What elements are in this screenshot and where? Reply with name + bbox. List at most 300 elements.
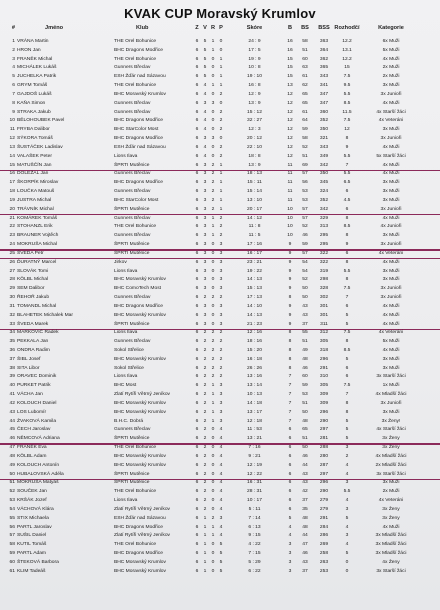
player-name: GRYM Tomáš	[17, 83, 48, 89]
losses: 3	[219, 321, 223, 327]
matches-played: 6	[195, 47, 199, 53]
club-name: Gunners Břeclav	[114, 189, 151, 195]
wins: 2	[203, 356, 207, 362]
score: 17 : 16	[247, 242, 262, 248]
row-number: 25	[9, 250, 15, 256]
points: 4	[288, 533, 292, 539]
draws: 1	[211, 215, 215, 221]
bss: 347	[319, 91, 329, 97]
category: 3x Starší žáci	[376, 374, 406, 380]
category: 3x Mladší žáci	[375, 533, 407, 539]
bs: 63	[302, 65, 308, 71]
draws: 0	[211, 56, 215, 62]
header-bss: BSS	[318, 25, 330, 31]
bs: 65	[302, 100, 308, 106]
table-row	[0, 488, 440, 497]
wins: 3	[203, 162, 207, 168]
bs: 65	[302, 427, 308, 433]
row-number: 48	[9, 453, 15, 459]
player-name: KUTIL Tomáš	[17, 542, 47, 548]
player-name: ŠIBL Josef	[17, 356, 41, 362]
table-row	[0, 550, 440, 559]
draws: 0	[211, 489, 215, 495]
diff: 5	[345, 427, 349, 433]
wins: 2	[203, 453, 207, 459]
wins: 2	[203, 471, 207, 477]
points: 5	[288, 515, 292, 521]
matches-played: 6	[195, 153, 199, 159]
diff: 5	[345, 551, 349, 557]
category: 4x Mladší žáci	[375, 392, 407, 398]
table-row	[0, 497, 440, 506]
table-row	[0, 56, 440, 65]
score: 7 : 14	[248, 515, 261, 521]
table-row	[0, 285, 440, 294]
wins: 3	[203, 277, 207, 283]
diff: 7.5	[343, 383, 351, 389]
losses: 2	[219, 330, 223, 336]
header-z: Z	[195, 25, 199, 31]
table-row	[0, 100, 440, 109]
diff: 3	[345, 445, 349, 451]
row-number: 31	[9, 303, 15, 309]
player-name: PARTL Adam	[17, 551, 46, 557]
matches-played: 6	[195, 286, 199, 292]
bs: 59	[302, 127, 308, 133]
draws: 0	[211, 277, 215, 283]
bs: 50	[302, 295, 308, 301]
points: 8	[288, 347, 292, 353]
player-name: KÖLBL Adam	[17, 453, 47, 459]
row-number: 51	[9, 480, 15, 486]
wins: 2	[203, 339, 207, 345]
bss: 295	[319, 233, 329, 239]
points: 7	[288, 383, 292, 389]
bss: 322	[319, 259, 329, 265]
bss: 350	[319, 127, 329, 133]
matches-played: 6	[195, 259, 199, 265]
category: 4x Muži	[382, 347, 400, 353]
header-category: Kategorie	[378, 25, 404, 31]
club-name: Gunners Břeclav	[114, 427, 151, 433]
losses: 3	[219, 250, 223, 256]
score: 22 : 10	[247, 144, 262, 150]
diff: 4	[345, 471, 349, 477]
score: 18 : 8	[248, 153, 261, 159]
player-name: MOKRUŠA Michal	[17, 242, 57, 248]
table-row	[0, 126, 440, 135]
bss: 297	[319, 471, 329, 477]
club-name: BHC Moravský Krumlov	[114, 312, 166, 318]
diff: 4.5	[343, 197, 351, 203]
bs: 48	[302, 418, 308, 424]
category: 3x Starší žáci	[376, 471, 406, 477]
draws: 2	[211, 356, 215, 362]
wins: 1	[203, 559, 207, 565]
points: 11	[287, 171, 293, 177]
points: 12	[287, 136, 293, 142]
category: 4x Muži	[382, 171, 400, 177]
bss: 287	[319, 462, 329, 468]
category: 3x Muži	[382, 365, 400, 371]
category: 4x Veteráni	[378, 118, 404, 124]
diff: 4	[345, 498, 349, 504]
diff: 4	[345, 542, 349, 548]
losses: 1	[219, 180, 223, 186]
bs: 51	[302, 339, 308, 345]
draws: 2	[211, 206, 215, 212]
bss: 343	[319, 144, 329, 150]
matches-played: 6	[195, 277, 199, 283]
bs: 44	[302, 462, 308, 468]
row-number: 15	[9, 162, 15, 168]
losses: 1	[219, 74, 223, 80]
table-row	[0, 64, 440, 73]
category: 4x Muži	[382, 100, 400, 106]
matches-played: 6	[195, 91, 199, 97]
draws: 1	[211, 224, 215, 230]
bs: 37	[302, 321, 308, 327]
row-number: 58	[9, 542, 15, 548]
bss: 291	[319, 515, 329, 521]
row-number: 3	[12, 56, 15, 62]
losses: 1	[219, 197, 223, 203]
score: 13 : 9	[248, 162, 261, 168]
club-name: BHC Dragons Modřice	[114, 180, 163, 186]
table-row	[0, 471, 440, 480]
row-number: 7	[12, 91, 15, 97]
bss: 329	[319, 215, 329, 221]
bss: 269	[319, 542, 329, 548]
bss: 258	[319, 551, 329, 557]
row-number: 46	[9, 436, 15, 442]
table-row	[0, 232, 440, 241]
wins: 2	[203, 480, 207, 486]
bs: 44	[302, 533, 308, 539]
table-row	[0, 144, 440, 153]
bs: 53	[302, 189, 308, 195]
losses: 4	[219, 453, 223, 459]
bss: 298	[319, 277, 329, 283]
draws: 0	[211, 427, 215, 433]
table-row	[0, 391, 440, 400]
draws: 2	[211, 515, 215, 521]
points: 9	[288, 303, 292, 309]
category: 4x Muži	[382, 259, 400, 265]
row-number: 49	[9, 462, 15, 468]
points: 12	[287, 118, 293, 124]
matches-played: 6	[195, 321, 199, 327]
header-b: B	[287, 25, 293, 31]
table-row	[0, 135, 440, 144]
row-number: 20	[9, 206, 15, 212]
points: 8	[288, 330, 292, 336]
bs: 59	[302, 242, 308, 248]
club-name: BHC Moravský Krumlov	[114, 400, 166, 406]
club-name: THE Orel Bohunice	[114, 489, 157, 495]
bss: 309	[319, 400, 329, 406]
wins: 3	[203, 100, 207, 106]
bs: 35	[302, 506, 308, 512]
wins: 5	[203, 65, 207, 71]
club-name: ŠPRTI Mutěnice	[114, 250, 150, 256]
points: 10	[287, 206, 293, 212]
row-number: 59	[9, 551, 15, 557]
matches-played: 6	[195, 568, 199, 574]
category: 3x Junioři	[380, 91, 402, 97]
category: 4x Ženy	[382, 559, 400, 565]
club-name: Lions Ilava	[114, 268, 138, 274]
row-number: 33	[9, 321, 15, 327]
diff: 3	[345, 480, 349, 486]
row-number: 1	[12, 39, 15, 44]
points: 11	[287, 180, 293, 186]
diff: 6	[345, 365, 349, 371]
category: 3x Ženy	[382, 436, 400, 442]
matches-played: 6	[195, 400, 199, 406]
table-row	[0, 241, 440, 250]
category: 3x Mladší žáci	[375, 542, 407, 548]
bs: 43	[302, 312, 308, 318]
points: 13	[287, 83, 293, 89]
category: 3x Muži	[382, 180, 400, 186]
points: 10	[287, 215, 293, 221]
score: 17 : 5	[248, 47, 261, 53]
losses: 2	[219, 356, 223, 362]
diff: 8	[345, 259, 349, 265]
bss: 322	[319, 250, 329, 256]
club-name: ŠPRTI Mutěnice	[114, 480, 150, 486]
matches-played: 6	[195, 233, 199, 239]
player-name: ŽVAKOVÁ Kamila	[17, 418, 57, 424]
bs: 51	[302, 400, 308, 406]
category: 3x Ženy	[382, 515, 400, 521]
player-name: DOLEŽAL Jan	[17, 171, 49, 177]
player-name: BLAHETEK Michalek Mar	[17, 312, 73, 318]
losses: 2	[219, 295, 223, 301]
wins: 3	[203, 259, 207, 265]
bs: 53	[302, 392, 308, 398]
draws: 2	[211, 295, 215, 301]
score: 12 : 18	[247, 418, 262, 424]
club-name: Zlatí Rytíři Větrný Jeníkov	[114, 392, 170, 398]
table-row	[0, 444, 440, 453]
category: 4x Muži	[382, 312, 400, 318]
header-p: P	[219, 25, 223, 31]
header-bs: BS	[301, 25, 309, 31]
category: 3x Muži	[382, 480, 400, 486]
club-name: BHC Dragons Modřice	[114, 524, 163, 530]
table-row	[0, 82, 440, 91]
matches-played: 6	[195, 65, 199, 71]
bss: 281	[319, 436, 329, 442]
score: 13 : 21	[247, 436, 262, 442]
diff: 7.5	[343, 330, 351, 336]
diff: 12.2	[342, 39, 352, 44]
points: 6	[288, 506, 292, 512]
diff: 5	[345, 515, 349, 521]
draws: 0	[211, 321, 215, 327]
bs: 52	[302, 144, 308, 150]
draws: 1	[211, 383, 215, 389]
draws: 0	[211, 250, 215, 256]
losses: 1	[219, 65, 223, 71]
wins: 4	[203, 118, 207, 124]
score: 16 : 31	[247, 480, 262, 486]
bs: 57	[302, 171, 308, 177]
score: 11 : 53	[247, 427, 262, 433]
bss: 319	[319, 268, 329, 274]
draws: 0	[211, 471, 215, 477]
player-name: ĎURATNÝ Marcel	[17, 259, 57, 265]
wins: 5	[203, 39, 207, 44]
page-title: KVAK CUP Moravský Krumlov	[124, 6, 316, 21]
wins: 1	[203, 568, 207, 574]
table-row	[0, 215, 440, 224]
diff: 8	[345, 409, 349, 415]
club-name: THE Orel Bohunice	[114, 445, 157, 451]
player-name: TOMANDL Michal	[17, 303, 57, 309]
bs: 50	[302, 445, 308, 451]
player-name: NĚMCOVÁ Adriana	[17, 436, 60, 442]
score: 32 : 27	[247, 118, 262, 124]
player-name: ŠUSTÁČEK Ladislav	[17, 144, 63, 150]
row-number: 60	[9, 559, 15, 565]
diff: 0	[345, 559, 349, 565]
score: 19 : 10	[247, 74, 262, 80]
losses: 4	[219, 427, 223, 433]
club-name: Sokol Střelice	[114, 365, 144, 371]
table-row	[0, 453, 440, 462]
matches-played: 6	[195, 109, 199, 115]
losses: 1	[219, 189, 223, 195]
table-row	[0, 568, 440, 577]
score: 10 : 17	[247, 498, 262, 504]
diff: 11.5	[342, 109, 352, 115]
bs: 37	[302, 568, 308, 574]
bs: 46	[302, 233, 308, 239]
bss: 296	[319, 356, 329, 362]
draws: 0	[211, 445, 215, 451]
points: 7	[288, 409, 292, 415]
wins: 1	[203, 533, 207, 539]
losses: 1	[219, 56, 223, 62]
diff: 6	[345, 250, 349, 256]
wins: 2	[203, 436, 207, 442]
club-name: BHC Dragons Modřice	[114, 136, 163, 142]
score: 12 : 3	[248, 127, 261, 133]
draws: 0	[211, 542, 215, 548]
player-name: ŠVEDA Marek	[17, 321, 49, 327]
category: 4x Muži	[382, 524, 400, 530]
losses: 3	[219, 277, 223, 283]
score: 15 : 12	[247, 109, 262, 115]
bs: 48	[302, 356, 308, 362]
category: 3x Junioři	[380, 206, 402, 212]
diff: 5	[345, 418, 349, 424]
wins: 3	[203, 286, 207, 292]
score: 13 : 10	[247, 197, 262, 203]
table-row	[0, 259, 440, 268]
player-name: STIX Michaela	[17, 515, 49, 521]
bss: 296	[319, 409, 329, 415]
header-v: V	[203, 25, 207, 31]
row-number: 39	[9, 374, 15, 380]
bs: 46	[302, 551, 308, 557]
bs: 56	[302, 180, 308, 186]
category: 6x Muži	[382, 39, 400, 44]
bs: 65	[302, 91, 308, 97]
diff: 3	[345, 506, 349, 512]
club-name: Lions Ilava	[114, 330, 138, 336]
score: 21 : 23	[247, 321, 262, 327]
points: 6	[288, 462, 292, 468]
matches-played: 6	[195, 409, 199, 415]
row-number: 17	[9, 180, 15, 186]
score: 5 : 29	[248, 559, 261, 565]
category: 2x Mladší žáci	[375, 462, 407, 468]
points: 12	[287, 153, 293, 159]
points: 16	[287, 39, 293, 44]
bss: 345	[319, 180, 329, 186]
player-name: GAJDOŠ Lukáš	[17, 91, 52, 97]
points: 15	[287, 65, 293, 71]
score: 13 : 16	[247, 374, 262, 380]
draws: 0	[211, 312, 215, 318]
points: 9	[288, 268, 292, 274]
player-name: LOUČKA Matouš	[17, 189, 55, 195]
score: 5 : 11	[248, 506, 261, 512]
bss: 284	[319, 524, 329, 530]
bss: 347	[319, 100, 329, 106]
bss: 279	[319, 498, 329, 504]
matches-played: 6	[195, 197, 199, 203]
points: 6	[288, 445, 292, 451]
row-number: 32	[9, 312, 15, 318]
bss: 290	[319, 418, 329, 424]
row-number: 45	[9, 427, 15, 433]
diff: 12.2	[342, 56, 352, 62]
row-number: 11	[9, 127, 15, 133]
bss: 302	[319, 295, 329, 301]
diff: 8.5	[343, 100, 351, 106]
bs: 54	[302, 268, 308, 274]
draws: 2	[211, 197, 215, 203]
club-name: Gunners Břeclav	[114, 233, 151, 239]
points: 6	[288, 427, 292, 433]
draws: 0	[211, 109, 215, 115]
bs: 43	[302, 471, 308, 477]
player-name: BRAUNER Vojtěch	[17, 233, 59, 239]
losses: 2	[219, 374, 223, 380]
draws: 1	[211, 83, 215, 89]
wins: 5	[203, 47, 207, 53]
bs: 62	[302, 83, 308, 89]
score: 28 : 31	[247, 489, 262, 495]
header-club: Klub	[136, 25, 149, 31]
points: 7	[288, 400, 292, 406]
row-number: 5	[12, 74, 15, 80]
club-name: Gunners Břeclav	[114, 295, 151, 301]
table-row	[0, 435, 440, 444]
table-row	[0, 409, 440, 418]
bss: 349	[319, 153, 329, 159]
bs: 50	[302, 409, 308, 415]
table-row	[0, 312, 440, 321]
category: 3x Ženy!	[381, 418, 401, 424]
draws: 0	[211, 144, 215, 150]
matches-played: 6	[195, 56, 199, 62]
